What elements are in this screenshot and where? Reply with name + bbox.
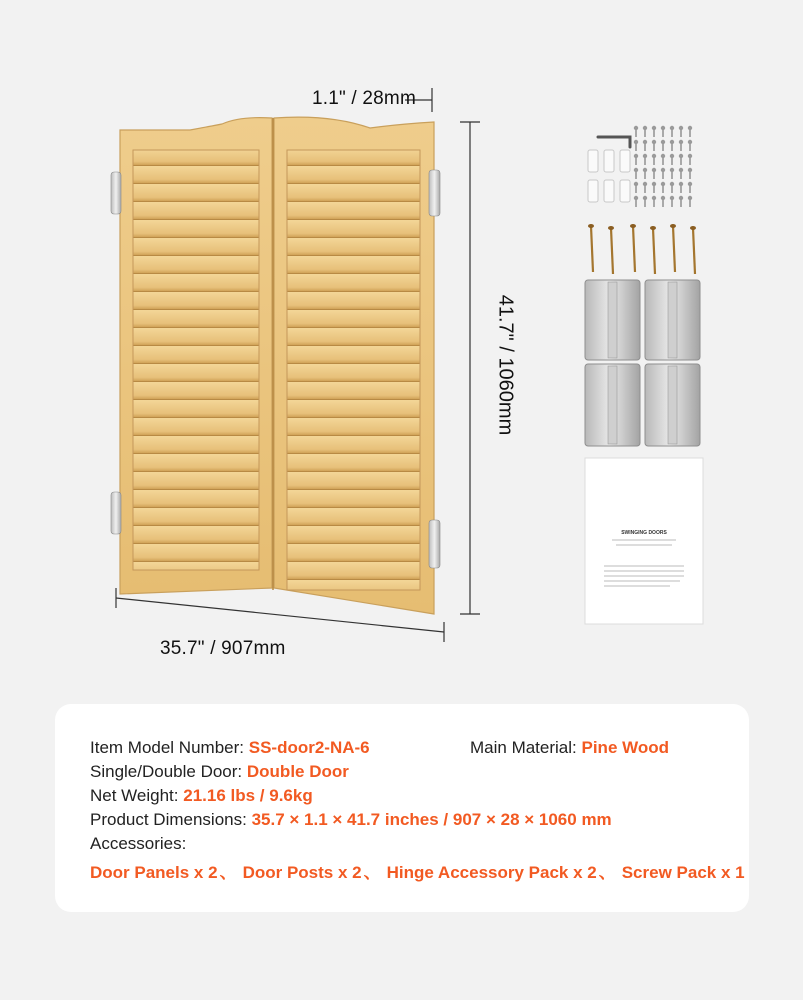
height-dimension-label: 41.7" / 1060mm (494, 294, 517, 436)
hinge-plates-icon (585, 280, 700, 446)
door-hinge-bottom-right (429, 520, 440, 568)
product-dimensions-row (90, 810, 612, 830)
small-screw (661, 140, 665, 151)
accessory-separator: 、 (219, 863, 237, 882)
accessory-item: Hinge Accessory Pack x 2 (386, 863, 597, 882)
door-hinge-top-right (429, 170, 440, 216)
small-screw (643, 126, 647, 137)
long-screw (670, 224, 676, 272)
small-screw (634, 154, 638, 165)
small-screw (634, 196, 638, 207)
long-screw (650, 226, 656, 274)
small-screw (670, 168, 674, 179)
small-screw (670, 196, 674, 207)
small-screw (643, 140, 647, 151)
small-screw (652, 154, 656, 165)
small-screw (670, 182, 674, 193)
small-screw (688, 182, 692, 193)
material-value: Pine Wood (581, 738, 670, 757)
specifications-card (55, 704, 749, 912)
small-screw (643, 182, 647, 193)
long-screws-icon (588, 224, 696, 274)
right-door-louvers (287, 150, 420, 590)
small-screw (679, 140, 683, 151)
accessory-item: Screw Pack x 1 (621, 863, 745, 882)
long-screw (690, 226, 696, 274)
saloon-doors (111, 117, 440, 614)
width-dimension-label: 35.7" / 907mm (160, 638, 286, 659)
small-screw (661, 168, 665, 179)
small-screw (652, 182, 656, 193)
small-screw (688, 196, 692, 207)
small-screw (652, 168, 656, 179)
door-hinge-top-left (111, 172, 121, 214)
model-number-label: Item Model Number: (90, 738, 244, 757)
material-label: Main Material: (470, 738, 577, 757)
model-number-value: SS-door2-NA-6 (248, 738, 370, 757)
accessories-label: Accessories: (90, 834, 187, 853)
material-row (470, 738, 669, 758)
small-screw (643, 154, 647, 165)
small-screw (679, 126, 683, 137)
hex-key-icon (598, 137, 630, 147)
small-screws-icon (634, 126, 692, 207)
instruction-manual (585, 458, 703, 624)
small-screw (652, 196, 656, 207)
long-screw (588, 224, 594, 272)
accessories-list (90, 858, 745, 883)
small-screw (679, 196, 683, 207)
small-screw (670, 140, 674, 151)
small-screw (634, 182, 638, 193)
small-screw (661, 126, 665, 137)
net-weight-value: 21.16 lbs / 9.6kg (183, 786, 313, 805)
small-screw (688, 168, 692, 179)
accessories-illustration (585, 126, 703, 624)
small-screw (634, 126, 638, 137)
accessory-item: Door Posts x 2 (242, 863, 362, 882)
accessory-item: Door Panels x 2 (90, 863, 218, 882)
product-dimensions-value: 35.7 × 1.1 × 41.7 inches / 907 × 28 × 1060 mm (251, 810, 612, 829)
small-screw (679, 182, 683, 193)
depth-dimension-label: 1.1" / 28mm (312, 88, 416, 109)
small-screw (643, 168, 647, 179)
height-dimension-line (460, 122, 480, 614)
small-screw (661, 196, 665, 207)
small-screw (643, 196, 647, 207)
long-screw (630, 224, 636, 272)
model-number-row (90, 738, 370, 758)
net-weight-label: Net Weight: (90, 786, 179, 805)
door-hinge-bottom-left (111, 492, 121, 534)
small-screw (670, 154, 674, 165)
wall-anchors-icon (588, 150, 630, 202)
small-screw (688, 140, 692, 151)
product-dimensions-label: Product Dimensions: (90, 810, 247, 829)
door-type-value: Double Door (246, 762, 349, 781)
small-screw (688, 154, 692, 165)
door-type-row (90, 762, 349, 782)
accessory-separator: 、 (598, 863, 616, 882)
left-door-louvers (133, 150, 259, 570)
small-screw (670, 126, 674, 137)
long-screw (608, 226, 614, 274)
net-weight-row (90, 786, 313, 806)
small-screw (634, 140, 638, 151)
small-screw (661, 154, 665, 165)
manual-title: SWINGING DOORS (621, 530, 667, 536)
small-screw (661, 182, 665, 193)
accessory-separator: 、 (363, 863, 381, 882)
small-screw (679, 168, 683, 179)
small-screw (634, 168, 638, 179)
small-screw (652, 140, 656, 151)
small-screw (679, 154, 683, 165)
small-screw (652, 126, 656, 137)
small-screw (688, 126, 692, 137)
door-type-label: Single/Double Door: (90, 762, 243, 781)
